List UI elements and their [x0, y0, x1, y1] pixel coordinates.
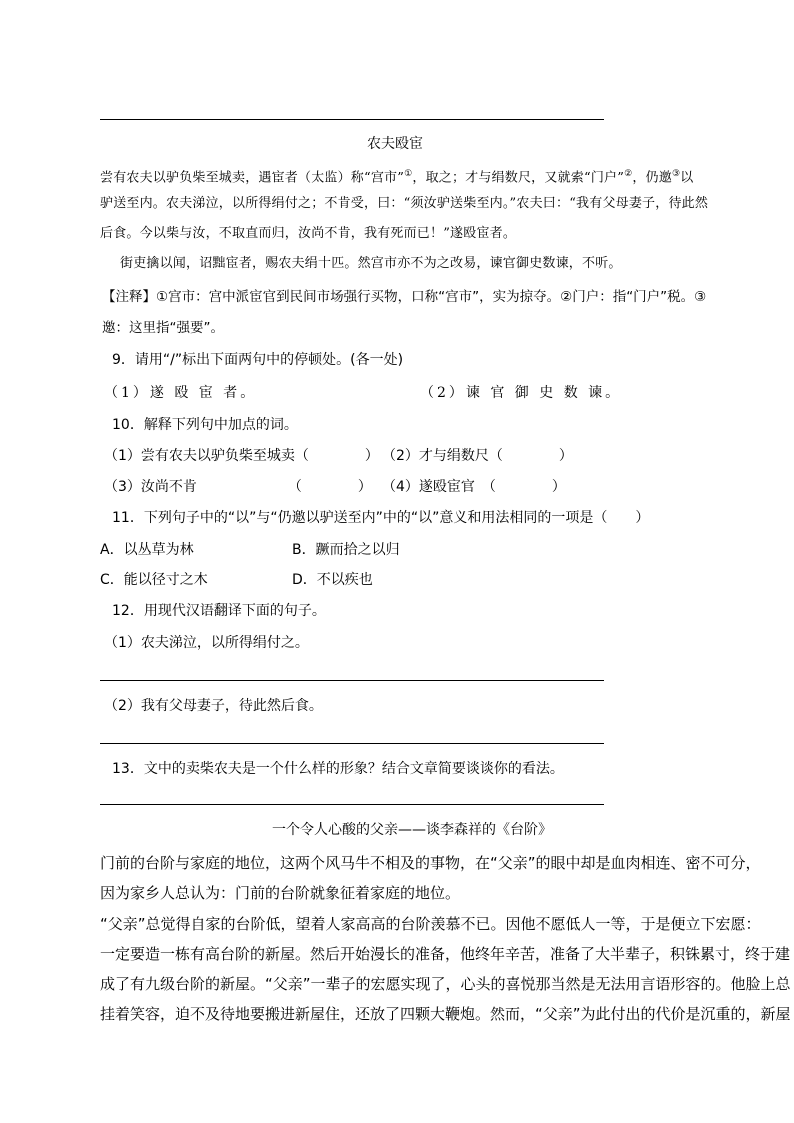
answer-line[interactable]	[100, 743, 604, 744]
question-11-option-a[interactable]: A．以丛草为林	[100, 542, 194, 558]
passage-paragraph-line	[100, 164, 693, 188]
passage-2-line: 一定要造一栋有高台阶的新屋。然后开始漫长的准备，他终年辛苦，准备了大半辈子，积铢累寸，终于建	[100, 945, 791, 963]
passage-text: ，取之；才与绢数尺，又就索“门户”	[412, 170, 625, 186]
answer-line[interactable]	[100, 680, 604, 681]
passage-2-line: 成了有九级台阶的新屋。“父亲”一辈子的宏愿实现了，心头的喜悦那当然是无法用言语形容的。他脸上总	[100, 975, 791, 993]
question-10-item-2[interactable]: （2）才与绢数尺（ ）	[382, 448, 573, 464]
question-12-item-1: （1）农夫涕泣，以所得绢付之。	[104, 635, 309, 651]
passage-title: 农夫殴宦	[367, 136, 423, 152]
question-9-item-1: （1）遂 殴 宦 者。	[104, 385, 258, 401]
question-12: 12．用现代汉语翻译下面的句子。	[112, 603, 326, 619]
question-13: 13．文中的卖柴农夫是一个什么样的形象？结合文章简要谈谈你的看法。	[112, 761, 564, 777]
footnote-marker: ②	[624, 169, 633, 179]
question-10-item-3[interactable]: （3）汝尚不肯 （ ）	[104, 479, 372, 495]
passage-2-line: 门前的台阶与家庭的地位，这两个风马牛不相及的事物，在“父亲”的眼中却是血肉相连、密不可分，	[100, 854, 761, 872]
footnote-marker: ③	[671, 169, 681, 179]
passage-text: 以	[680, 170, 694, 186]
question-10: 10．解释下列句中加点的词。	[112, 417, 298, 433]
passage-2-line: 因为家乡人总认为：门前的台阶就象征着家庭的地位。	[100, 884, 461, 902]
passage-paragraph-line: 街吏擒以闻，诏黜宦者，赐农夫绢十匹。然宫市亦不为之改易，谏官御史数谏，不听。	[120, 256, 622, 271]
question-11-option-c[interactable]: C．能以径寸之木	[100, 572, 208, 588]
top-divider	[100, 119, 604, 120]
footnote-marker: ①	[404, 169, 413, 179]
passage-2-title: 一个令人心酸的父亲——谈李森祥的《台阶》	[272, 822, 552, 838]
question-11-option-d[interactable]: D．不以疾也	[292, 572, 373, 588]
passage-paragraph-line: 后食。今以柴与汝，不取直而归，汝尚不肯，我有死而已！”遂殴宦者。	[100, 226, 517, 241]
annotation-line: 【注释】①宫市：宫中派宦官到民间市场强行买物，口称“宫市”，实为掠夺。②门户：指“门户”税。③	[102, 289, 707, 305]
question-9: 9．请用“/”标出下面两句中的停顿处。(各一处)	[112, 352, 404, 368]
passage-2-line: 挂着笑容，迫不及待地要搬进新屋住，还放了四颗大鞭炮。然而，“父亲”为此付出的代价是沉重的，新屋	[100, 1005, 791, 1023]
answer-line[interactable]	[100, 804, 604, 805]
passage-text: ，仍邀	[632, 170, 672, 186]
question-10-item-4[interactable]: （4）遂殴宦官 （ ）	[382, 479, 566, 495]
question-10-item-1[interactable]: （1）尝有农夫以驴负柴至城卖（ ）	[104, 448, 379, 464]
passage-text: 尝有农夫以驴负柴至城卖，遇宦者（太监）称“宫市”	[100, 170, 405, 186]
question-11-option-b[interactable]: B．蹶而拾之以归	[292, 542, 400, 558]
question-11: 11．下列句子中的“以”与“仍邀以驴送至内”中的“以”意义和用法相同的一项是（ ）	[112, 510, 650, 526]
question-9-item-2: （2）谏 官 御 史 数 谏。	[420, 385, 623, 401]
passage-paragraph-line: 驴送至内。农夫涕泣，以所得绢付之；不肯受，曰：“须汝驴送柴至内。”农夫曰：“我有父母妻子，待此然	[100, 196, 709, 211]
question-12-item-2: （2）我有父母妻子，待此然后食。	[104, 698, 323, 714]
passage-2-line: “父亲”总觉得自家的台阶低，望着人家高高的台阶羡慕不已。因他不愿低人一等，于是便立下宏愿：	[100, 915, 761, 933]
annotation-line: 邀：这里指“强要”。	[102, 320, 224, 336]
